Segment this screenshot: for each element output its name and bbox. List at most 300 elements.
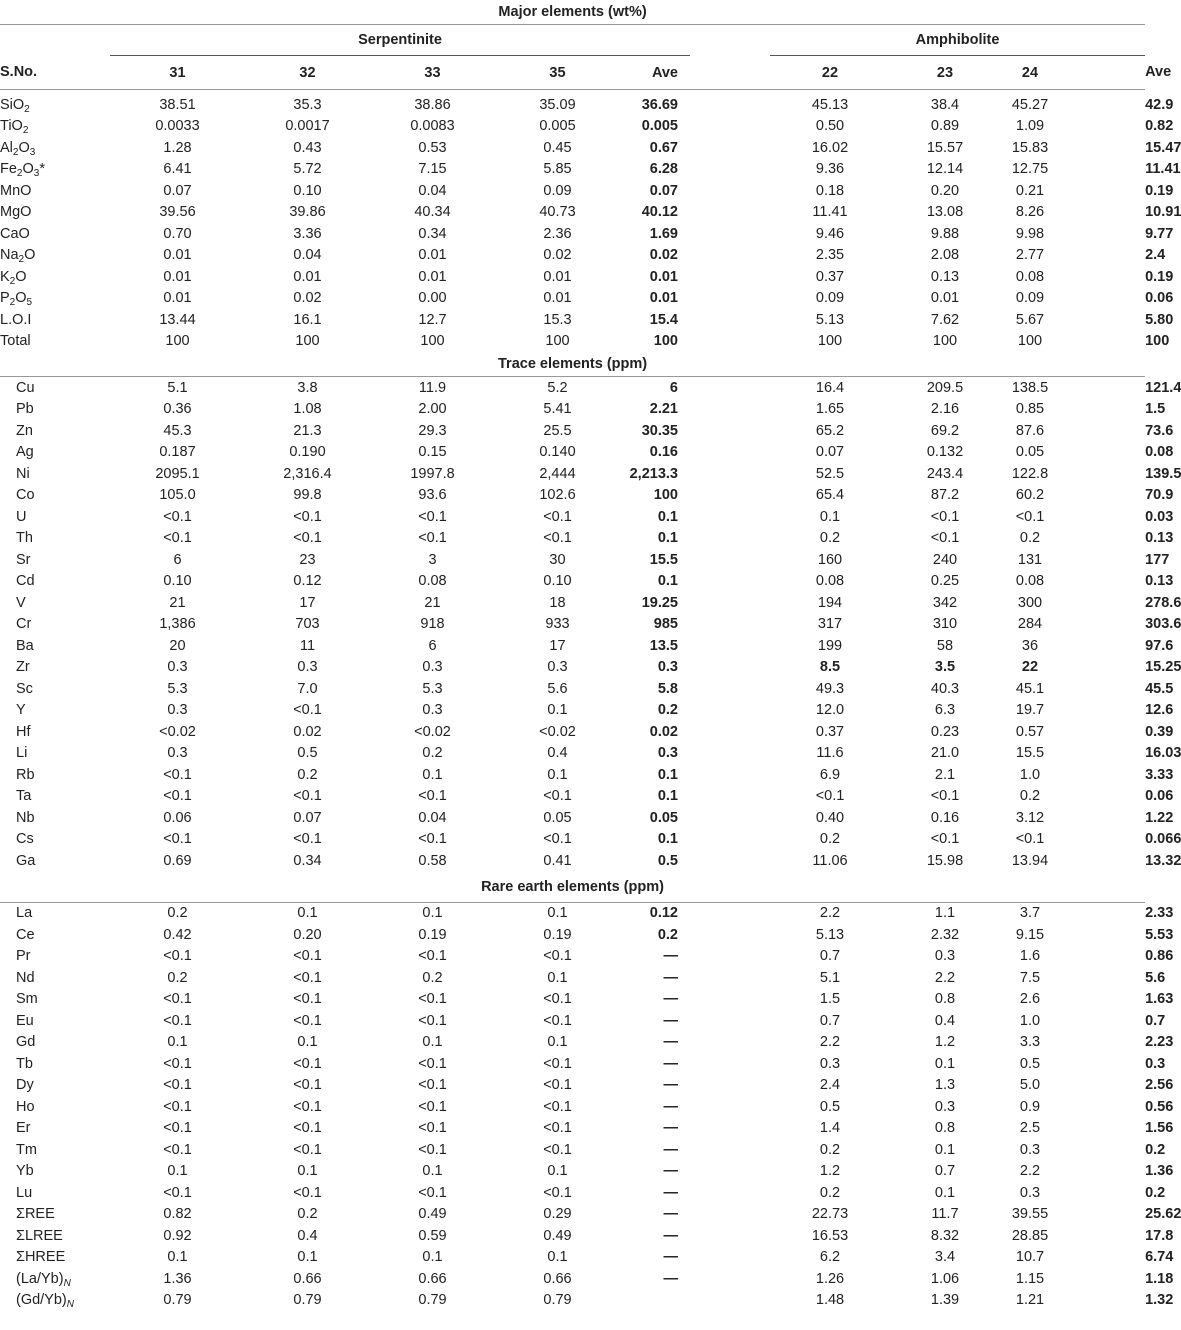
cell-value: 0.79	[543, 1292, 572, 1309]
cell-value: 2.08	[930, 247, 960, 264]
cell-average: —	[663, 948, 678, 965]
column-gap	[1060, 1204, 1145, 1226]
column-gap	[690, 1075, 770, 1097]
element-name: Ag	[16, 444, 34, 461]
cell-value: 12.75	[1011, 161, 1049, 178]
cell-value: 2,316.4	[283, 465, 332, 482]
cell-value: 0.40	[815, 809, 845, 826]
column-gap	[690, 1096, 770, 1118]
cell-value: 0.13	[930, 268, 960, 285]
cell-value: 2.35	[815, 247, 845, 264]
cell-value: 9.46	[815, 225, 845, 242]
column-gap	[690, 549, 770, 571]
cell-value: 15.83	[1011, 139, 1049, 156]
cell-value: 11.7	[931, 1206, 959, 1223]
cell-value: 0.01	[163, 247, 192, 264]
cell-value: 0.2	[422, 969, 443, 986]
cell-value: 0.37	[815, 723, 845, 740]
cell-value: 317	[817, 616, 843, 633]
cell-value: <0.1	[293, 530, 322, 547]
cell-value: <0.1	[930, 831, 960, 848]
table-row: Cs <0.1 <0.1 <0.1 <0.1 0.1 0.2 <0.1 <0.1 0.066	[0, 829, 1145, 851]
cell-value: 209.5	[926, 379, 964, 396]
cell-value: 0.20	[930, 182, 960, 199]
cell-value: 35.3	[293, 96, 322, 113]
cell-value: 138.5	[1011, 379, 1049, 396]
element-name: Dy	[16, 1077, 34, 1094]
cell-average: 2,213.3	[629, 465, 678, 482]
cell-value: 0.05	[1015, 444, 1045, 461]
table-row: Co 105.0 99.8 93.6 102.6 100 65.4 87.2 60.2 70.9	[0, 485, 1145, 507]
cell-value: <0.1	[543, 1120, 572, 1137]
element-name: Nb	[16, 809, 35, 826]
cell-value: 0.132	[926, 444, 964, 461]
element-name: Gd	[16, 1034, 36, 1051]
cell-average: 0.1	[657, 530, 678, 547]
cell-value: 0.66	[418, 1270, 447, 1287]
table-row: Tb <0.1 <0.1 <0.1 <0.1 — 0.3 0.1 0.5 0.3	[0, 1053, 1145, 1075]
cell-average: —	[663, 1034, 678, 1051]
cell-value: 0.01	[163, 268, 192, 285]
cell-value: 0.59	[418, 1227, 447, 1244]
cell-value: 38.86	[414, 96, 451, 113]
cell-value: 3.3	[1019, 1034, 1041, 1051]
cell-value: 0.79	[163, 1292, 192, 1309]
cell-value: 300	[1017, 594, 1043, 611]
table-row: Th <0.1 <0.1 <0.1 <0.1 0.1 0.2 <0.1 0.2 0.13	[0, 528, 1145, 550]
cell-average: —	[663, 1227, 678, 1244]
column-gap	[690, 721, 770, 743]
column-gap	[1060, 592, 1145, 614]
column-gap	[1060, 989, 1145, 1011]
column-gap	[1060, 528, 1145, 550]
table-row: $Fe_2O_3*$ 6.41 5.72 7.15 5.85 6.28 9.36 12.14 12.75 11.41	[0, 159, 1145, 181]
cell-value: <0.1	[543, 788, 572, 805]
column-gap	[1060, 946, 1145, 968]
cell-value: 0.08	[1015, 573, 1045, 590]
cell-value: 12.0	[815, 702, 845, 719]
cell-value: 5.1	[819, 969, 841, 986]
cell-value: 0.82	[163, 1206, 192, 1223]
cell-value: 0.36	[163, 401, 192, 418]
element-name: Ni	[16, 465, 30, 482]
element-name: Nd	[16, 969, 35, 986]
table-row: ΣREE 0.82 0.2 0.49 0.29 — 22.73 11.7 39.55 25.62	[0, 1204, 1145, 1226]
cell-value: 0.92	[163, 1227, 192, 1244]
column-gap	[1060, 377, 1145, 399]
cell-value: 45.27	[1011, 96, 1049, 113]
cell-value: 5.67	[1015, 311, 1045, 328]
cell-value: 0.70	[163, 225, 192, 242]
cell-value: <0.1	[418, 1098, 447, 1115]
cell-value: 39.86	[289, 204, 326, 221]
table-row: Cd 0.10 0.12 0.08 0.10 0.1 0.08 0.25 0.08 0.13	[0, 571, 1145, 593]
cell-average: —	[663, 1270, 678, 1287]
column-header-24: 24	[1000, 56, 1060, 90]
column-gap	[1060, 266, 1145, 288]
table-row: $Al_2O_3$ 1.28 0.43 0.53 0.45 0.67 16.02 15.57 15.83 15.47	[0, 137, 1145, 159]
cell-average: 0.1	[657, 508, 678, 525]
cell-average: —	[663, 1055, 678, 1072]
cell-average: 0.01	[649, 268, 678, 285]
cell-average: 0.16	[649, 444, 678, 461]
cell-value: 5.2	[547, 379, 568, 396]
cell-average: 40.12	[641, 204, 678, 221]
column-header-23: 23	[890, 56, 1000, 90]
element-name: ΣREE	[16, 1206, 55, 1223]
column-gap	[1060, 245, 1145, 267]
cell-value: 2.32	[930, 926, 960, 943]
cell-value: 1.0	[1019, 766, 1041, 783]
element-name: Sc	[16, 680, 33, 697]
element-name: MnO	[0, 182, 32, 199]
cell-value: 100	[1017, 333, 1043, 350]
cell-value: 1.2	[819, 1163, 841, 1180]
table-row: Zn 45.3 21.3 29.3 25.5 30.35 65.2 69.2 87.6 73.6	[0, 420, 1145, 442]
cell-value: 0.07	[163, 182, 192, 199]
column-gap	[1060, 1247, 1145, 1269]
cell-value: 0.1	[819, 508, 841, 525]
cell-average: 0.5	[657, 852, 678, 869]
cell-value: 0.19	[543, 926, 572, 943]
cell-value: 1.5	[819, 991, 841, 1008]
cell-value: 0.69	[163, 852, 192, 869]
table-row: Ho <0.1 <0.1 <0.1 <0.1 — 0.5 0.3 0.9 0.56	[0, 1096, 1145, 1118]
cell-value: 933	[545, 616, 570, 633]
table-row: V 21 17 21 18 19.25 194 342 300 278.6	[0, 592, 1145, 614]
column-gap	[690, 94, 770, 116]
cell-average: 2.21	[649, 401, 678, 418]
cell-value: 2.00	[418, 401, 447, 418]
cell-value: 0.58	[418, 852, 447, 869]
cell-value: 1.39	[930, 1292, 960, 1309]
cell-value: 0.04	[293, 247, 322, 264]
cell-value: 2.5	[1019, 1120, 1041, 1137]
table-row: Li 0.3 0.5 0.2 0.4 0.3 11.6 21.0 15.5 16.03	[0, 743, 1145, 765]
cell-value: 7.0	[297, 680, 318, 697]
cell-value: 25.5	[543, 422, 572, 439]
column-gap	[690, 420, 770, 442]
cell-value: 1.0	[1019, 1012, 1041, 1029]
cell-value: 7.5	[1019, 969, 1041, 986]
table-row: $(La/Yb)_N$ 1.36 0.66 0.66 0.66 — 1.26 1.06 1.15 1.18	[0, 1268, 1145, 1290]
column-gap	[690, 1053, 770, 1075]
cell-value: 6	[173, 551, 182, 568]
column-gap	[690, 614, 770, 636]
cell-value: <0.1	[163, 991, 192, 1008]
cell-value: <0.1	[543, 1077, 572, 1094]
cell-value: 0.1	[547, 1034, 568, 1051]
cell-value: 0.43	[293, 139, 322, 156]
cell-value: 15.98	[926, 852, 964, 869]
cell-value: 0.3	[934, 948, 956, 965]
cell-value: 65.4	[815, 487, 845, 504]
cell-value: 0.2	[819, 1141, 841, 1158]
cell-value: 3.5	[934, 659, 956, 676]
column-header-32: 32	[245, 56, 370, 90]
cell-average: 1.69	[649, 225, 678, 242]
column-header-35: 35	[495, 56, 620, 90]
cell-value: 6.41	[163, 161, 192, 178]
table-row: $Na_2O$ 0.01 0.04 0.01 0.02 0.02 2.35 2.08 2.77 2.4	[0, 245, 1145, 267]
cell-value: 0.3	[934, 1098, 956, 1115]
table-row: Y 0.3 <0.1 0.3 0.1 0.2 12.0 6.3 19.7 12.6	[0, 700, 1145, 722]
cell-value: <0.1	[930, 788, 960, 805]
column-gap	[1060, 1161, 1145, 1183]
cell-value: 16.53	[811, 1227, 849, 1244]
column-gap	[690, 1139, 770, 1161]
cell-value: 100	[420, 333, 445, 350]
column-gap	[1060, 1268, 1145, 1290]
cell-value: 0.1	[297, 1034, 318, 1051]
element-name: MgO	[0, 204, 32, 221]
cell-value: 9.88	[930, 225, 960, 242]
cell-average: 0.1	[657, 573, 678, 590]
cell-value: 0.4	[547, 745, 568, 762]
element-name: Cd	[16, 573, 35, 590]
table-row: Dy <0.1 <0.1 <0.1 <0.1 — 2.4 1.3 5.0 2.56	[0, 1075, 1145, 1097]
cell-value: <0.1	[930, 508, 960, 525]
cell-value: <0.1	[163, 1120, 192, 1137]
cell-value: 194	[817, 594, 843, 611]
cell-value: 342	[932, 594, 958, 611]
column-gap	[1060, 159, 1145, 181]
cell-average: —	[663, 1206, 678, 1223]
cell-value: 0.1	[547, 1249, 568, 1266]
table-row: MgO 39.56 39.86 40.34 40.73 40.12 11.41 13.08 8.26 10.91	[0, 202, 1145, 224]
cell-value: 0.49	[418, 1206, 447, 1223]
element-name: Co	[16, 487, 35, 504]
column-gap	[690, 946, 770, 968]
column-gap	[690, 442, 770, 464]
column-gap	[690, 56, 770, 90]
cell-average: 985	[653, 616, 678, 633]
cell-value: 6.2	[819, 1249, 841, 1266]
cell-value: 918	[420, 616, 445, 633]
cell-value: 5.72	[293, 161, 322, 178]
table-row: MnO 0.07 0.10 0.04 0.09 0.07 0.18 0.20 0.21 0.19	[0, 180, 1145, 202]
cell-value: 28.85	[1011, 1227, 1049, 1244]
column-gap	[690, 485, 770, 507]
table-row: Cr 1,386 703 918 933 985 317 310 284 303.6	[0, 614, 1145, 636]
column-gap	[690, 1118, 770, 1140]
table-row: Sr 6 23 3 30 15.5 160 240 131 177	[0, 549, 1145, 571]
cell-value: 2.36	[543, 225, 572, 242]
cell-average: —	[663, 1184, 678, 1201]
cell-value: <0.1	[163, 766, 192, 783]
column-gap	[690, 180, 770, 202]
cell-value: 3.12	[1015, 809, 1045, 826]
cell-value: 0.49	[543, 1227, 572, 1244]
cell-value: 0.01	[293, 268, 322, 285]
cell-value: 0.89	[930, 118, 960, 135]
cell-value: <0.1	[293, 831, 322, 848]
cell-value: <0.1	[418, 1012, 447, 1029]
cell-value: 0.3	[297, 659, 318, 676]
column-gap	[1060, 463, 1145, 485]
cell-value: <0.1	[293, 1012, 322, 1029]
cell-value: 2.77	[1015, 247, 1045, 264]
element-name: Ga	[16, 852, 36, 869]
column-gap	[1060, 1182, 1145, 1204]
cell-average: 100	[653, 487, 678, 504]
column-gap	[690, 924, 770, 946]
cell-value: 15.5	[1015, 745, 1045, 762]
cell-value: 0.5	[1019, 1055, 1041, 1072]
element-name: Sr	[16, 551, 31, 568]
cell-value: 703	[295, 616, 320, 633]
cell-value: 22	[1021, 659, 1039, 676]
cell-value: <0.1	[293, 1077, 322, 1094]
cell-value: 16.4	[815, 379, 845, 396]
element-name: Pr	[16, 948, 31, 965]
cell-value: 0.2	[1019, 530, 1041, 547]
cell-value: <0.1	[418, 788, 447, 805]
cell-value: 0.01	[543, 290, 572, 307]
column-gap	[1060, 56, 1145, 90]
cell-value: 1.3	[934, 1077, 956, 1094]
cell-value: 2.16	[930, 401, 960, 418]
element-name: $Al_2O_3$	[0, 139, 36, 158]
element-name: L.O.I	[0, 311, 32, 328]
cell-value: 10.7	[1015, 1249, 1045, 1266]
cell-value: 3.4	[934, 1249, 956, 1266]
cell-value: 0.0033	[155, 118, 200, 135]
cell-average: 0.2	[657, 702, 678, 719]
column-gap	[690, 506, 770, 528]
table-row: Total 100 100 100 100 100 100 100 100 100	[0, 331, 1145, 353]
element-name: $(La/Yb)_N$	[16, 1270, 71, 1289]
cell-value: 284	[1017, 616, 1043, 633]
column-gap	[690, 1010, 770, 1032]
cell-average: 36.69	[641, 96, 678, 113]
column-gap	[690, 743, 770, 765]
cell-value: 0.1	[297, 905, 318, 922]
cell-value: <0.1	[1015, 508, 1045, 525]
element-name: Zn	[16, 422, 33, 439]
column-gap	[690, 1247, 770, 1269]
column-header-sample: S.No.	[0, 56, 110, 90]
table-row: L.O.I 13.44 16.1 12.7 15.3 15.4 5.13 7.62 5.67 5.80	[0, 309, 1145, 331]
cell-value: <0.1	[543, 831, 572, 848]
cell-value: <0.1	[163, 508, 192, 525]
cell-value: <0.1	[293, 969, 322, 986]
cell-value: 100	[545, 333, 570, 350]
column-gap	[1060, 1075, 1145, 1097]
element-name: Li	[16, 745, 28, 762]
cell-average: 0.3	[657, 659, 678, 676]
cell-value: 5.13	[815, 311, 845, 328]
cell-value: 87.6	[1015, 422, 1045, 439]
cell-value: 0.3	[1019, 1141, 1041, 1158]
cell-value: 105.0	[159, 487, 196, 504]
column-gap	[690, 1268, 770, 1290]
cell-value: 8.26	[1015, 204, 1045, 221]
cell-value: 8.32	[930, 1227, 960, 1244]
cell-value: 11.9	[418, 379, 447, 396]
cell-value: 9.98	[1015, 225, 1045, 242]
group-serpentinite: Serpentinite	[110, 25, 690, 56]
table-row: SiO$_2$ 38.51 35.3 38.86 35.09 36.69 45.13 38.4 45.27 42.9	[0, 94, 1145, 116]
cell-value: 243.4	[926, 465, 964, 482]
cell-value: 1.4	[819, 1120, 841, 1137]
cell-value: 0.57	[1015, 723, 1045, 740]
cell-value: <0.02	[414, 723, 451, 740]
cell-value: 0.21	[1015, 182, 1045, 199]
cell-value: 2.2	[1019, 1163, 1041, 1180]
cell-average: 100	[653, 333, 678, 350]
cell-value: 0.1	[167, 1249, 188, 1266]
cell-value: 0.04	[418, 809, 447, 826]
cell-value: 102.6	[539, 487, 576, 504]
element-name: Er	[16, 1120, 31, 1137]
cell-value: 0.09	[1015, 290, 1045, 307]
element-name: Zr	[16, 659, 30, 676]
column-gap	[1060, 180, 1145, 202]
cell-value: 19.7	[1015, 702, 1045, 719]
cell-value: <0.1	[543, 1012, 572, 1029]
element-name: U	[16, 508, 27, 525]
table-row: Cu 5.1 3.8 11.9 5.2 6 16.4 209.5 138.5 121.4	[0, 377, 1145, 399]
table-row: U <0.1 <0.1 <0.1 <0.1 0.1 0.1 <0.1 <0.1 0.03	[0, 506, 1145, 528]
cell-value: <0.1	[293, 948, 322, 965]
cell-value: 65.2	[815, 422, 845, 439]
column-header-ave-serpentinite: Ave	[620, 56, 690, 90]
cell-average: —	[663, 1141, 678, 1158]
cell-value: 0.1	[547, 702, 568, 719]
column-gap	[1060, 829, 1145, 851]
cell-value: 0.190	[289, 444, 326, 461]
column-gap	[1060, 1032, 1145, 1054]
table-row: TiO$_2$ 0.0033 0.0017 0.0083 0.005 0.005 0.50 0.89 1.09 0.82	[0, 116, 1145, 138]
cell-value: <0.1	[418, 948, 447, 965]
cell-value: 1.36	[163, 1270, 192, 1287]
column-gap	[1060, 1118, 1145, 1140]
cell-value: 2.2	[819, 905, 841, 922]
cell-value: 1.6	[1019, 948, 1041, 965]
cell-value: 6.9	[819, 766, 841, 783]
column-gap	[1060, 442, 1145, 464]
cell-average: —	[663, 1120, 678, 1137]
cell-value: 3.36	[293, 225, 322, 242]
table-row: Pr <0.1 <0.1 <0.1 <0.1 — 0.7 0.3 1.6 0.86	[0, 946, 1145, 968]
cell-value: 1.21	[1015, 1292, 1045, 1309]
cell-value: 0.3	[167, 745, 188, 762]
cell-value: 0.45	[543, 139, 572, 156]
cell-value: 21	[424, 594, 441, 611]
column-gap	[1060, 850, 1145, 872]
element-name: Th	[16, 530, 33, 547]
column-gap	[690, 137, 770, 159]
cell-value: 0.09	[543, 182, 572, 199]
element-name: Pb	[16, 401, 34, 418]
column-gap	[690, 700, 770, 722]
cell-value: <0.1	[163, 1055, 192, 1072]
cell-value: 0.2	[1019, 788, 1041, 805]
cell-value: 15.3	[543, 311, 572, 328]
table-row: CaO 0.70 3.36 0.34 2.36 1.69 9.46 9.88 9.98 9.77	[0, 223, 1145, 245]
rare-earth-elements-section-title: Rare earth elements (ppm)	[0, 872, 1145, 903]
cell-value: 0.01	[543, 268, 572, 285]
cell-value: 3.8	[297, 379, 318, 396]
table-row: Sc 5.3 7.0 5.3 5.6 5.8 49.3 40.3 45.1 45.5	[0, 678, 1145, 700]
cell-average: 0.07	[649, 182, 678, 199]
column-gap	[1060, 635, 1145, 657]
cell-value: 0.34	[293, 852, 322, 869]
column-gap	[1060, 549, 1145, 571]
cell-value: 0.1	[547, 766, 568, 783]
cell-value: 0.4	[934, 1012, 956, 1029]
